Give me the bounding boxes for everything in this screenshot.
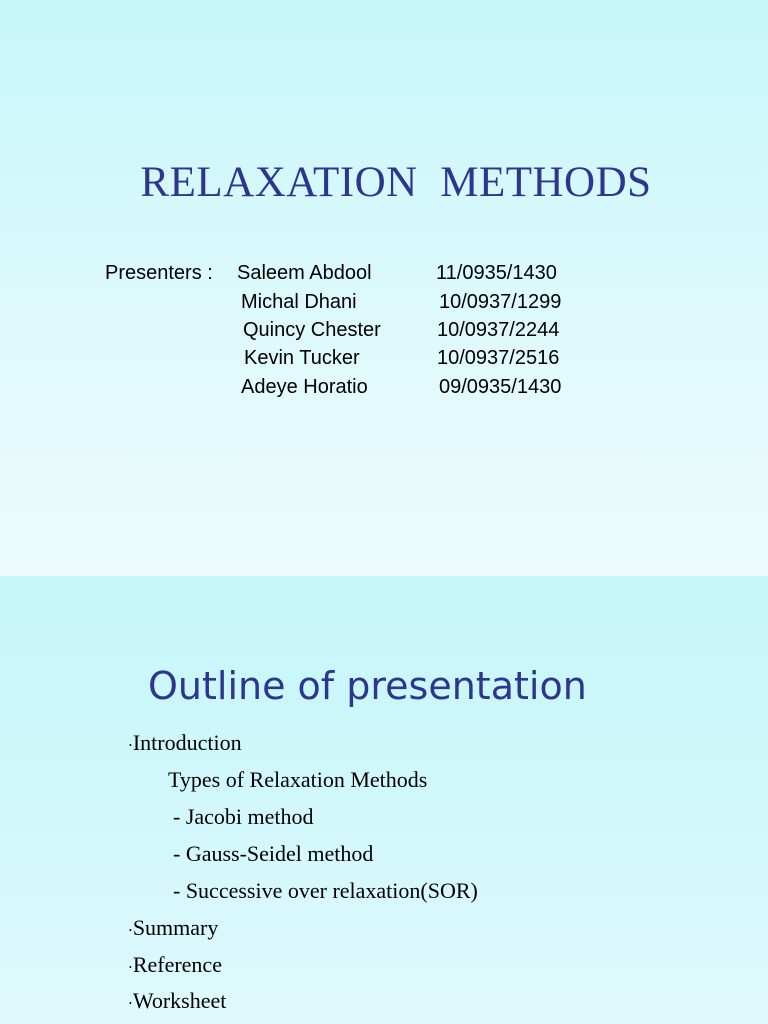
presenter-name: Michal Dhani bbox=[241, 291, 357, 313]
outline-slide bbox=[0, 576, 768, 1024]
outline-item: - Jacobi method bbox=[173, 804, 314, 829]
bullet-icon: • bbox=[129, 741, 132, 750]
outline-item: •Worksheet bbox=[129, 988, 227, 1013]
presenter-name: Saleem Abdool bbox=[237, 262, 372, 284]
presenter-id: 10/0937/1299 bbox=[439, 291, 562, 313]
outline-item: •Summary bbox=[129, 915, 219, 940]
presenter-name: Kevin Tucker bbox=[244, 347, 360, 369]
slide-title: RELAXATION METHODS bbox=[140, 159, 652, 206]
outline-item: •Reference bbox=[129, 952, 222, 977]
outline-item: •Introduction bbox=[129, 730, 242, 755]
presenters-label: Presenters : bbox=[105, 262, 213, 284]
presenter-id: 09/0935/1430 bbox=[439, 376, 562, 398]
bullet-icon: • bbox=[129, 963, 132, 972]
presenter-id: 10/0937/2516 bbox=[437, 347, 560, 369]
bullet-icon: • bbox=[129, 999, 132, 1008]
outline-item: - Gauss-Seidel method bbox=[173, 841, 374, 866]
presenter-id: 10/0937/2244 bbox=[437, 319, 560, 341]
slide-title: Outline of presentation bbox=[148, 664, 587, 708]
outline-item: - Successive over relaxation(SOR) bbox=[173, 878, 478, 903]
outline-item: Types of Relaxation Methods bbox=[168, 767, 428, 792]
bullet-icon: • bbox=[129, 926, 132, 935]
presenter-name: Adeye Horatio bbox=[241, 376, 368, 398]
presenter-id: 11/0935/1430 bbox=[436, 262, 557, 284]
presenter-name: Quincy Chester bbox=[243, 319, 381, 341]
